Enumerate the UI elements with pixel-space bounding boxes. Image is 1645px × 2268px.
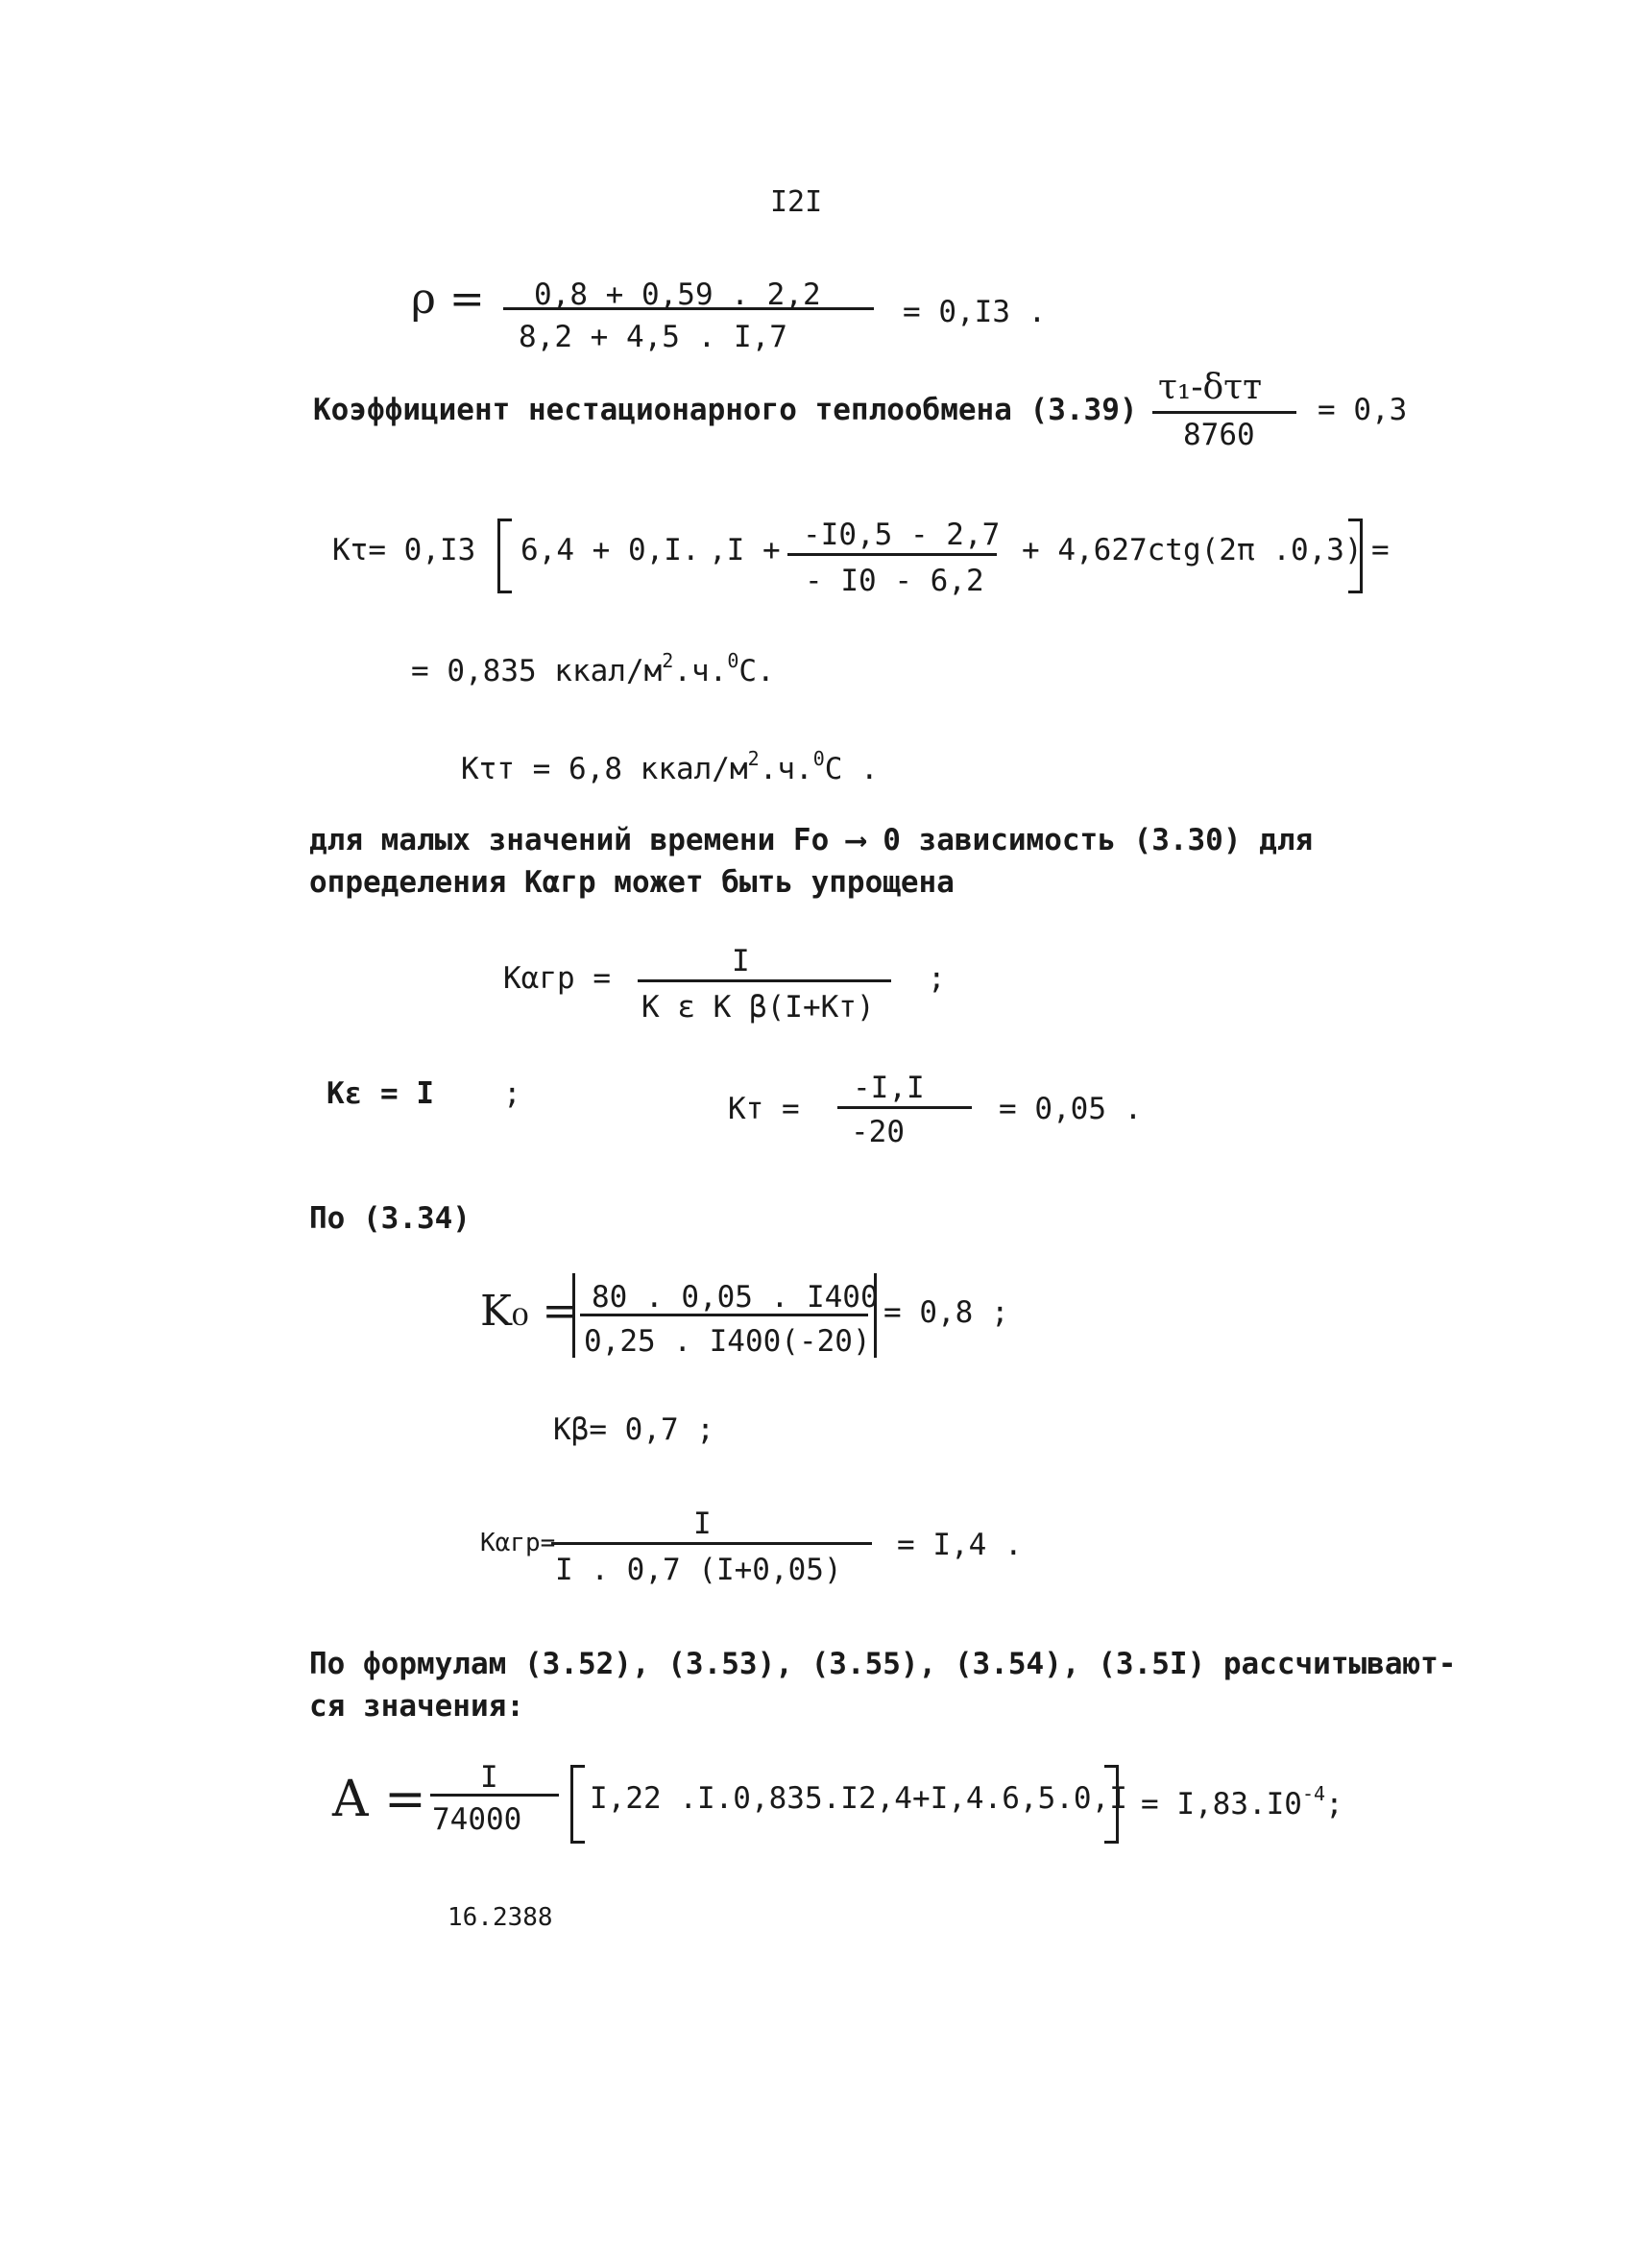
k0-numerator: 80 . 0,05 . I400 xyxy=(592,1280,879,1315)
kagr2-numerator: I xyxy=(693,1507,712,1541)
coef-fraction-bar xyxy=(1152,411,1296,414)
k0-denominator: 0,25 . I400(-20) xyxy=(584,1324,871,1359)
page-number: I2I xyxy=(770,185,823,219)
kt-part1: 6,4 + 0,I. xyxy=(520,533,700,567)
small-values-line1: для малых значений времени Fo ⟶ 0 зависимость (3.30) для xyxy=(309,823,1314,857)
kagr2-denominator: I . 0,7 (I+0,05) xyxy=(555,1553,842,1587)
rho-lhs: ρ = xyxy=(411,275,485,324)
kagr-fraction-bar xyxy=(638,979,891,982)
kt2-fraction-bar xyxy=(837,1106,972,1109)
coef-paragraph: Коэффициент нестационарного теплообмена (3.39) xyxy=(313,393,1138,427)
kagr2-lhs: Kαгр= xyxy=(480,1529,556,1557)
kt2-lhs: Kт = xyxy=(728,1092,800,1126)
ktt-equation: Kτт = 6,8 ккал/$м^2.ч.^0С$ . xyxy=(461,747,879,786)
kt-equals: = xyxy=(1371,533,1390,567)
kbeta-equation: Kβ= 0,7 ; xyxy=(553,1412,714,1447)
kt-part2: ,I + xyxy=(709,533,781,567)
kt-left-bracket xyxy=(497,519,512,593)
k0-fraction-bar xyxy=(580,1314,868,1316)
a-result: = $I,83.I0^{-4}$; xyxy=(1141,1782,1343,1822)
kt2-denominator: -20 xyxy=(851,1115,905,1149)
kagr-denominator: K ε K β(I+Kт) xyxy=(641,990,875,1025)
kt-right-bracket xyxy=(1348,519,1363,593)
po-reference: По (3.34) xyxy=(309,1201,471,1236)
kagr2-result: = I,4 . xyxy=(897,1528,1023,1562)
a-lhs: A = xyxy=(332,1771,426,1828)
a-fraction-bar xyxy=(430,1794,559,1797)
kt-fraction-bar xyxy=(787,553,997,556)
kt-denominator: - I0 - 6,2 xyxy=(805,564,984,598)
a-left-bracket xyxy=(570,1765,585,1844)
rho-numerator: 0,8 + 0,59 . 2,2 xyxy=(534,277,821,312)
kagr-semicolon: ; xyxy=(928,961,946,996)
kt-part3: + 4,627ctg(2π .0,3) xyxy=(1022,533,1363,567)
kagr-numerator: I xyxy=(732,944,750,978)
kagr-lhs: Kαгр = xyxy=(503,961,611,996)
kt-lhs: Kτ= 0,I3 xyxy=(332,533,476,567)
a-right-bracket xyxy=(1104,1765,1119,1844)
rho-denominator: 8,2 + 4,5 . I,7 xyxy=(519,320,787,354)
ke-semicolon: ; xyxy=(503,1076,521,1111)
rho-result: = 0,I3 . xyxy=(903,295,1047,329)
coef-frac-num: τ₁-δτт xyxy=(1158,368,1263,407)
kt2-numerator: -I,I xyxy=(853,1071,925,1105)
page-footer-code: 16.2388 xyxy=(448,1903,553,1932)
k0-result: = 0,8 ; xyxy=(883,1295,1009,1330)
formulas-line1: По формулам (3.52), (3.53), (3.55), (3.54), (3.5I) рассчитывают- xyxy=(309,1647,1457,1681)
kt-result: = 0,835 ккал/$м^2.ч.^0С$. xyxy=(411,649,775,688)
coef-frac-den: 8760 xyxy=(1183,418,1255,452)
kt2-result: = 0,05 . xyxy=(999,1092,1143,1126)
k0-abs-left xyxy=(572,1273,575,1358)
k0-lhs: K₀ = xyxy=(480,1287,578,1336)
coef-result: = 0,3 xyxy=(1318,393,1408,427)
ke-equation: Kε = I xyxy=(327,1076,434,1111)
a-numerator: I xyxy=(480,1760,498,1795)
small-values-line2: определения Kαгр может быть упрощена xyxy=(309,865,955,900)
a-body: I,22 .I.0,835.I2,4+I,4.6,5.0,I xyxy=(590,1781,1127,1816)
rho-fraction-bar xyxy=(503,307,874,310)
kagr2-fraction-bar xyxy=(551,1542,872,1545)
formulas-line2: ся значения: xyxy=(309,1689,524,1724)
a-denominator: 74000 xyxy=(432,1802,522,1837)
k0-abs-right xyxy=(874,1273,877,1358)
kt-numerator: -I0,5 - 2,7 xyxy=(803,518,1001,552)
